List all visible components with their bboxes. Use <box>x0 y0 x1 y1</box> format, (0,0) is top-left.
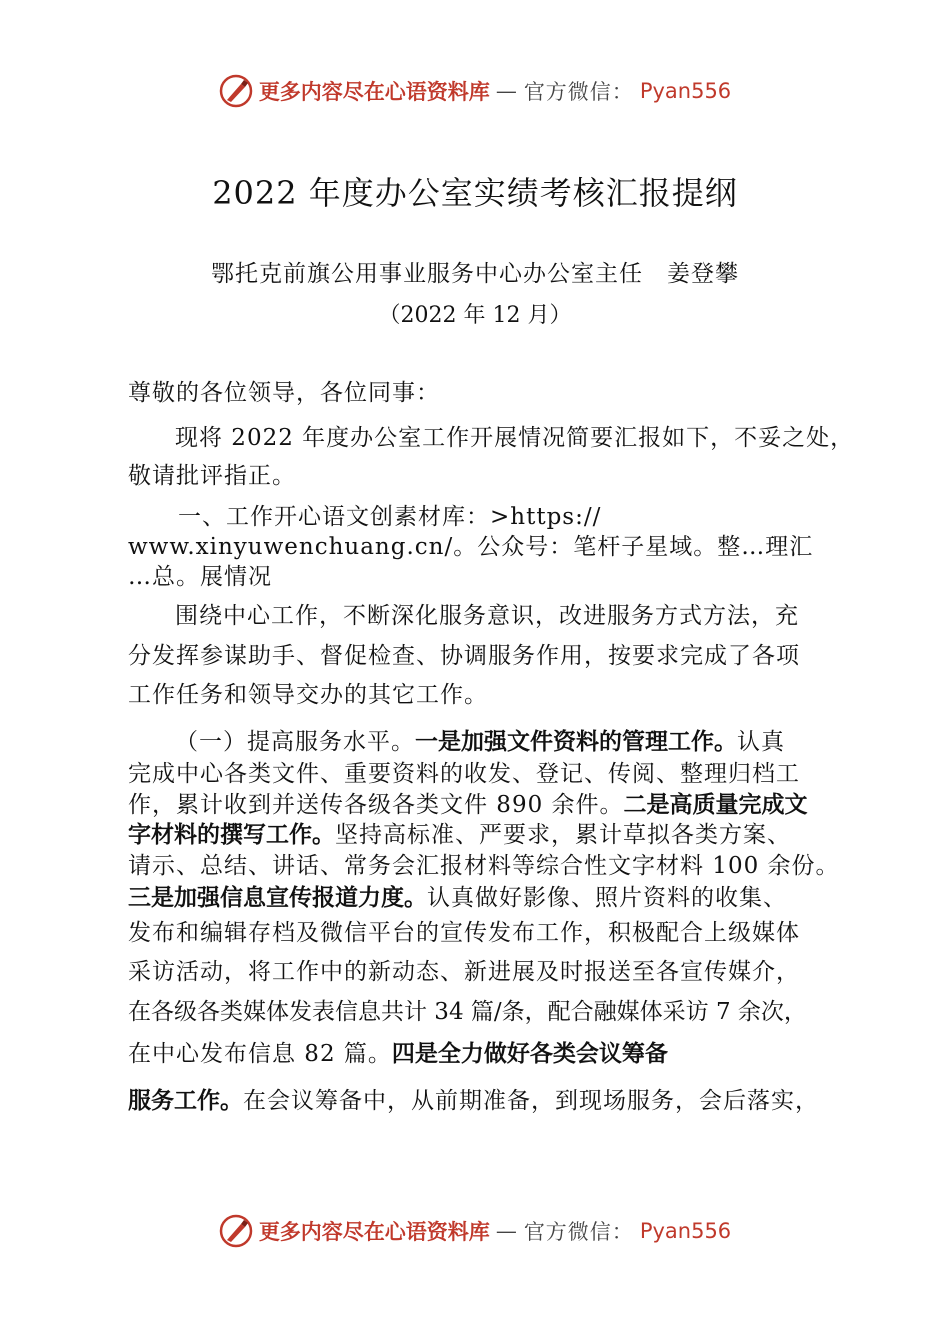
bold-phrase: 服务工作。 <box>128 1088 243 1114</box>
body-line: 请示、总结、讲话、常务会汇报材料等综合性文字材料 100 余份。 <box>128 853 840 879</box>
watermark-banner-top <box>0 74 950 108</box>
body-line: （一）提高服务水平。一是加强文件资料的管理工作。认真 <box>175 729 785 755</box>
watermark-wechat-id: Pyan556 <box>639 1219 732 1243</box>
body-line: 分发挥参谋助手、督促检查、协调服务作用，按要求完成了各项 <box>128 643 800 669</box>
bold-phrase: 一是加强文件资料的管理工作。 <box>415 729 737 755</box>
body-line: 服务工作。在会议筹备中，从前期准备，到现场服务，会后落实， <box>128 1088 819 1114</box>
watermark-separator: — <box>495 1219 518 1243</box>
bold-phrase: 字材料的撰写工作。 <box>128 822 335 848</box>
body-line: 采访活动，将工作中的新动态、新进展及时报送至各宣传媒介， <box>128 959 800 985</box>
body-line: 完成中心各类文件、重要资料的收发、登记、传阅、整理归档工 <box>128 761 800 787</box>
section-heading-line: …总。展情况 <box>128 564 272 590</box>
watermark-separator: — <box>495 79 518 103</box>
bold-phrase: 三是加强信息宣传报道力度。 <box>128 885 427 911</box>
body-line: 三是加强信息宣传报道力度。认真做好影像、照片资料的收集、 <box>128 885 787 911</box>
body-line: 敬请批评指正。 <box>128 463 296 489</box>
body-line: 现将 2022 年度办公室工作开展情况简要汇报如下，不妥之处， <box>175 425 855 451</box>
watermark-banner-bottom <box>0 1214 950 1248</box>
document-title: 2022 年度办公室实绩考核汇报提纲 <box>212 174 738 212</box>
section-heading-line: www.xinyuwenchuang.cn/。公众号：笔杆子星域。整…理汇 <box>128 534 814 560</box>
body-line: 围绕中心工作，不断深化服务意识，改进服务方式方法，充 <box>175 603 799 629</box>
watermark-wechat-id: Pyan556 <box>639 79 732 103</box>
body-line: 在各级各类媒体发表信息共计 34 篇/条，配合融媒体采访 7 余次， <box>128 999 807 1025</box>
body-line: 在中心发布信息 82 篇。四是全力做好各类会议筹备 <box>128 1041 668 1067</box>
watermark-main-text: 更多内容尽在心语资料库 <box>258 1219 490 1244</box>
document-date: （2022 年 12 月） <box>378 303 572 328</box>
watermark-wechat-label: 官方微信： <box>523 1220 634 1244</box>
body-line: 字材料的撰写工作。坚持高标准、严要求，累计草拟各类方案、 <box>128 822 791 848</box>
greeting-line: 尊敬的各位领导，各位同事： <box>128 380 440 406</box>
bold-phrase: 四是全力做好各类会议筹备 <box>391 1041 668 1067</box>
body-line: 发布和编辑存档及微信平台的宣传发布工作，积极配合上级媒体 <box>128 920 800 946</box>
bold-phrase: 二是高质量完成文 <box>623 792 808 818</box>
body-line: 工作任务和领导交办的其它工作。 <box>128 682 488 708</box>
brush-logo-icon <box>219 1214 253 1248</box>
section-heading-line: 一、工作开心语文创素材库：>https:// <box>178 504 602 530</box>
watermark-main-text: 更多内容尽在心语资料库 <box>258 79 490 104</box>
brush-logo-icon <box>219 74 253 108</box>
watermark-wechat-label: 官方微信： <box>523 80 634 104</box>
document-author: 鄂托克前旗公用事业服务中心办公室主任 姜登攀 <box>211 261 739 287</box>
body-line: 作，累计收到并送传各级各类文件 890 余件。二是高质量完成文 <box>128 792 808 818</box>
